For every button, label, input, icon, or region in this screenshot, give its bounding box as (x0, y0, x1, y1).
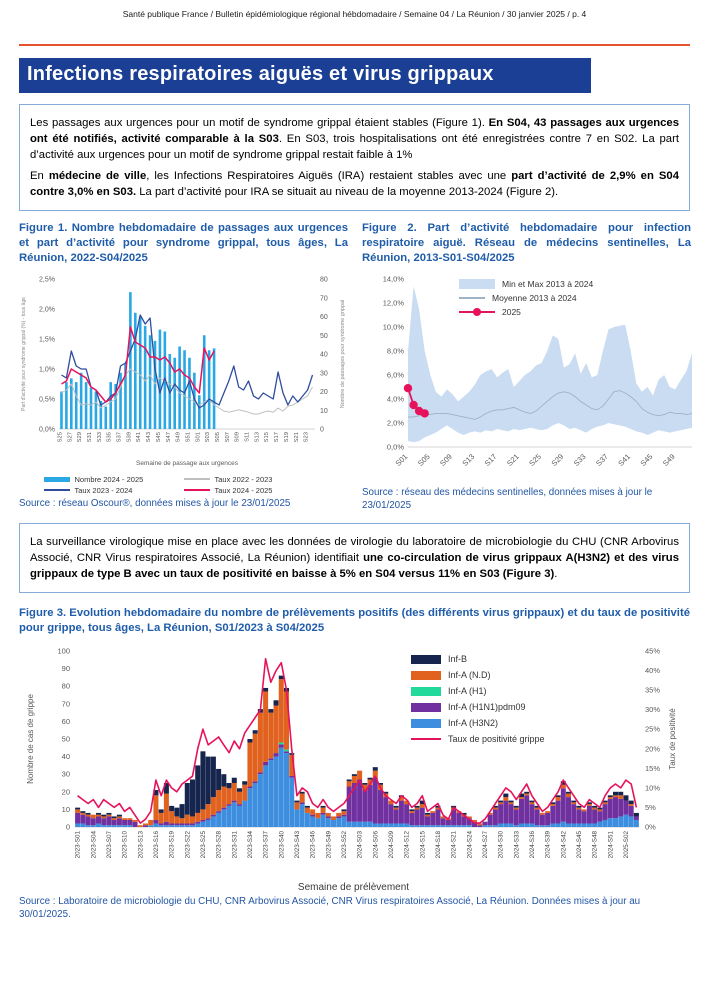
svg-text:4,0%: 4,0% (386, 394, 404, 404)
figure1-block (19, 221, 348, 512)
svg-text:0: 0 (320, 426, 324, 434)
svg-text:2024-S27: 2024-S27 (482, 831, 489, 859)
svg-text:S25: S25 (527, 451, 544, 468)
legend-label: Moyenne 2013 à 2024 (492, 292, 577, 303)
svg-text:2,5%: 2,5% (39, 276, 55, 284)
legend-label: Nombre 2024 - 2025 (74, 474, 144, 484)
svg-text:60: 60 (320, 313, 328, 321)
legend-swatch (411, 687, 441, 696)
svg-text:S33: S33 (96, 431, 103, 443)
svg-text:2023-S22: 2023-S22 (184, 831, 192, 859)
svg-text:S01: S01 (195, 431, 202, 443)
orange-rule (19, 44, 690, 46)
svg-text:45%: 45% (645, 646, 661, 656)
figure3-legend (411, 654, 545, 744)
svg-text:S45: S45 (155, 431, 162, 443)
page-header: Santé publique France / Bulletin épidémiologique régional hébdomadaire / Semaine 04 / La Réunion / 30 janvier 2025 / p. 4 (122, 9, 587, 19)
svg-text:Part d'activité pour syndrome: Part d'activité pour syndrome grippal (%) - tous âge (21, 296, 27, 411)
svg-text:25%: 25% (645, 724, 661, 734)
svg-text:S03: S03 (205, 431, 212, 443)
svg-text:S39: S39 (126, 431, 133, 443)
svg-text:0,0%: 0,0% (39, 426, 55, 434)
figure2-chart (362, 271, 691, 484)
svg-text:2024-S06: 2024-S06 (372, 831, 380, 859)
svg-text:S51: S51 (185, 431, 192, 443)
text: . (554, 568, 558, 581)
svg-text:S49: S49 (175, 431, 182, 443)
svg-text:2023-S28: 2023-S28 (215, 831, 223, 859)
svg-text:2023-S37: 2023-S37 (262, 831, 270, 859)
svg-text:S01: S01 (393, 451, 410, 468)
svg-text:2024-S36: 2024-S36 (529, 831, 536, 859)
svg-text:2023-S25: 2023-S25 (200, 831, 207, 859)
figure3-svg (19, 641, 688, 877)
legend-label: Taux 2024 - 2025 (214, 485, 273, 495)
figure3-chart (19, 641, 690, 882)
legend-swatch (44, 477, 70, 482)
svg-text:80: 80 (61, 681, 70, 691)
svg-text:S05: S05 (215, 431, 221, 443)
figure1-chart (19, 271, 348, 474)
legend-item (411, 686, 545, 696)
svg-text:20%: 20% (645, 744, 661, 754)
bold-text: En S04, 43 passages aux urgences ont été notifiés, activité comparable à la S03 (30, 117, 679, 146)
svg-text:2,0%: 2,0% (386, 418, 404, 428)
figure2-legend (459, 279, 593, 317)
svg-text:2024-S45: 2024-S45 (576, 831, 583, 859)
legend-item (459, 293, 593, 303)
svg-text:15%: 15% (645, 764, 661, 774)
legend-item (411, 734, 545, 744)
svg-text:2024-S48: 2024-S48 (591, 831, 599, 859)
svg-text:30: 30 (320, 370, 328, 378)
legend-swatch (411, 703, 441, 712)
svg-text:40: 40 (320, 351, 328, 359)
svg-text:2024-S24: 2024-S24 (466, 831, 474, 859)
svg-text:2023-S19: 2023-S19 (168, 831, 176, 859)
svg-text:2024-S51: 2024-S51 (607, 831, 615, 859)
svg-text:70: 70 (320, 295, 328, 303)
svg-text:2024-S42: 2024-S42 (560, 831, 568, 859)
svg-text:2024-S33: 2024-S33 (513, 831, 521, 859)
svg-text:2024-S21: 2024-S21 (450, 831, 458, 859)
svg-text:80: 80 (320, 276, 328, 284)
svg-text:S09: S09 (438, 451, 454, 468)
svg-text:S09: S09 (234, 431, 241, 443)
figure2-block (362, 221, 691, 512)
svg-text:20: 20 (320, 388, 328, 396)
legend-item (184, 486, 324, 495)
svg-text:2024-S09: 2024-S09 (388, 831, 395, 859)
svg-text:S43: S43 (146, 431, 153, 443)
svg-text:2023-S43: 2023-S43 (294, 831, 301, 859)
svg-text:2023-S52: 2023-S52 (341, 831, 348, 859)
svg-text:S29: S29 (77, 431, 84, 443)
legend-swatch (459, 297, 485, 299)
svg-text:S11: S11 (244, 431, 251, 442)
svg-text:2024-S39: 2024-S39 (544, 831, 552, 859)
legend-label: Inf-B (448, 654, 468, 665)
legend-swatch (184, 478, 210, 480)
svg-text:50: 50 (320, 332, 328, 340)
legend-label: Taux de positivité grippe (448, 734, 545, 745)
legend-label: Taux 2022 - 2023 (214, 474, 273, 484)
svg-text:S35: S35 (106, 431, 113, 443)
figure3-x-axis-title: Semaine de prélèvement (297, 882, 410, 894)
svg-text:S25: S25 (57, 431, 64, 443)
svg-text:10,0%: 10,0% (382, 322, 404, 332)
svg-text:S41: S41 (616, 451, 633, 468)
text: Les passages aux urgences pour un motif de syndrome grippal étaient stables (Figure 1). (30, 117, 489, 129)
legend-swatch (459, 279, 495, 289)
svg-text:S31: S31 (87, 431, 93, 443)
svg-text:S23: S23 (303, 431, 310, 443)
svg-text:Nombre de passages pour syndro: Nombre de passages pour syndrome grippal (340, 299, 346, 409)
figure2-source: Source : réseau des médecins sentinelles, données mises à jour le 23/01/2025 (362, 486, 653, 511)
svg-text:40%: 40% (645, 666, 661, 676)
paragraph (30, 534, 679, 582)
legend-swatch (459, 307, 495, 316)
legend-item (411, 654, 545, 664)
svg-text:2024-S15: 2024-S15 (419, 831, 427, 859)
svg-text:12,0%: 12,0% (382, 298, 404, 308)
svg-text:14,0%: 14,0% (382, 274, 404, 284)
legend-label: Min et Max 2013 à 2024 (502, 278, 594, 289)
figure2-caption: Figure 2. Part d’activité hebdomadaire pour infection respiratoire aiguë. Réseau de médecins sentinelles, La Réunion, 2013-S01-S04/2025 (362, 222, 691, 264)
svg-text:S41: S41 (136, 431, 143, 443)
svg-text:2023-S40: 2023-S40 (278, 831, 286, 859)
svg-text:5%: 5% (645, 803, 656, 813)
svg-text:S17: S17 (274, 431, 281, 443)
svg-text:0: 0 (65, 822, 70, 832)
legend-item (411, 702, 545, 712)
svg-text:Taux de positivité: Taux de positivité (668, 708, 677, 770)
svg-text:0,5%: 0,5% (39, 396, 55, 404)
figure3-caption: Figure 3. Evolution hebdomadaire du nombre de prélèvements positifs (des différents virus grippaux) et du taux de positivité pour grippe, tous âges, La Réunion, S01/2023 à S04/2025 (19, 607, 690, 635)
figure1-source: Source : réseau Oscour®, données mises à jour le 23/01/2025 (19, 497, 291, 509)
svg-text:30: 30 (61, 769, 70, 779)
svg-text:1,0%: 1,0% (39, 366, 55, 374)
svg-text:2023-S10: 2023-S10 (121, 831, 129, 859)
legend-label: Inf-A (N.D) (448, 670, 491, 681)
svg-text:S47: S47 (165, 431, 172, 443)
svg-text:2023-S16: 2023-S16 (153, 831, 160, 859)
svg-text:1,5%: 1,5% (39, 336, 55, 344)
legend-swatch (184, 489, 210, 491)
page-title: Infections respiratoires aiguës et virus grippaux (19, 58, 591, 93)
text: La part d’activité pour IRA se situait au niveau de la moyenne 2013-2024 (Figure 2). (136, 186, 559, 199)
svg-text:S15: S15 (264, 431, 271, 443)
text: En (30, 170, 49, 183)
legend-item (459, 307, 593, 317)
summary-box-virologie (19, 523, 690, 593)
svg-text:70: 70 (61, 699, 70, 709)
svg-text:60: 60 (61, 717, 70, 727)
paragraph (30, 168, 679, 200)
legend-item (184, 475, 324, 484)
svg-text:30%: 30% (645, 705, 661, 715)
svg-text:2024-S03: 2024-S03 (356, 831, 364, 859)
svg-text:S37: S37 (116, 431, 123, 443)
svg-text:0%: 0% (645, 822, 656, 832)
legend-label: Taux 2023 - 2024 (74, 485, 133, 495)
legend-label: Inf-A (H1N1)pdm09 (448, 702, 526, 713)
svg-text:2023-S07: 2023-S07 (106, 831, 113, 859)
svg-text:2024-S30: 2024-S30 (497, 831, 505, 859)
svg-text:S07: S07 (224, 431, 231, 443)
svg-text:50: 50 (61, 734, 70, 744)
svg-text:Nombre de cas de grippe: Nombre de cas de grippe (26, 694, 35, 785)
legend-item (411, 670, 545, 680)
svg-text:S19: S19 (283, 431, 290, 443)
svg-text:2023-S34: 2023-S34 (247, 831, 254, 859)
svg-text:20: 20 (61, 787, 70, 797)
svg-text:10: 10 (320, 407, 328, 415)
svg-text:S33: S33 (571, 451, 588, 468)
svg-text:8,0%: 8,0% (386, 346, 404, 356)
legend-item (459, 279, 593, 289)
svg-text:S13: S13 (254, 431, 261, 443)
svg-text:S37: S37 (594, 451, 610, 468)
svg-text:6,0%: 6,0% (386, 370, 404, 380)
legend-label: Inf-A (H1) (448, 686, 487, 697)
bold-text: une co-circulation de virus grippaux A(H3N2) et des virus grippaux de type B avec un taux de positivité en baisse à 5% en S04 versus 11% en S03 (Figure 3) (30, 552, 679, 581)
text: La surveillance virologique mise en place avec les données de virologie du laboratoire de microbiologie du CHU (CNR Arbovirus Associé, CNR Virus respiratoires Associé, La Réunion) identifiait (30, 536, 679, 565)
svg-text:2023-S13: 2023-S13 (137, 831, 145, 859)
legend-swatch (411, 738, 441, 740)
svg-text:S17: S17 (482, 451, 499, 468)
svg-text:S13: S13 (460, 451, 477, 468)
text: . En S03, trois hospitalisations ont été enregistrées contre 7 en S02. La part d’activité aux urgences pour un motif de syndrome grippal restait faible à 1% (30, 133, 679, 162)
figures-row (19, 221, 690, 512)
svg-text:2023-S49: 2023-S49 (325, 831, 333, 859)
legend-item (44, 475, 184, 484)
svg-text:S45: S45 (638, 451, 655, 468)
figure1-svg (19, 271, 349, 469)
svg-text:S29: S29 (549, 451, 566, 468)
figure1-caption: Figure 1. Nombre hebdomadaire de passages aux urgences et part d’activité pour syndrome grippal, tous âges, La Réunion, 2022-S04/2025 (19, 222, 348, 264)
svg-text:2,0%: 2,0% (39, 306, 55, 314)
svg-text:35%: 35% (645, 685, 661, 695)
svg-text:2024-S12: 2024-S12 (403, 831, 411, 859)
svg-text:S49: S49 (660, 451, 677, 468)
legend-item (411, 718, 545, 728)
legend-label: Inf-A (H3N2) (448, 718, 499, 729)
svg-text:2025-S02: 2025-S02 (623, 831, 630, 859)
legend-dot (473, 308, 481, 316)
svg-text:2023-S31: 2023-S31 (231, 831, 239, 859)
legend-item (44, 486, 184, 495)
bold-text: part d’activité de 2,9% en S04 contre 3,0% en S03. (30, 170, 679, 199)
svg-text:100: 100 (57, 646, 70, 656)
paragraph (30, 115, 679, 163)
svg-text:10%: 10% (645, 783, 661, 793)
summary-box-urgences (19, 104, 690, 211)
figure3-source: Source : Laboratoire de microbiologie du CHU, CNR Arbovirus Associé, CNR Virus respiratoires Associé, La Réunion. Données mises à jour au 30/01/2025. (19, 896, 641, 920)
svg-text:S21: S21 (505, 451, 521, 468)
svg-text:90: 90 (61, 664, 70, 674)
svg-text:Semaine de passage aux urgence: Semaine de passage aux urgences (136, 459, 238, 467)
svg-text:S27: S27 (67, 431, 74, 443)
svg-text:2023-S01: 2023-S01 (74, 831, 82, 859)
svg-text:S21: S21 (293, 431, 300, 443)
svg-text:S05: S05 (415, 451, 432, 468)
legend-swatch (411, 671, 441, 680)
text: , les Infections Respiratoires Aiguës (IRA) restaient stables avec une (146, 170, 512, 183)
svg-text:40: 40 (61, 752, 70, 762)
legend-swatch (411, 719, 441, 728)
svg-text:2023-S46: 2023-S46 (309, 831, 317, 859)
svg-text:2024-S18: 2024-S18 (435, 831, 442, 859)
figure1-legend (19, 475, 348, 495)
legend-swatch (411, 655, 441, 664)
svg-text:0,0%: 0,0% (386, 442, 404, 452)
legend-label: 2025 (502, 306, 521, 317)
bold-text: médecine de ville (48, 170, 147, 183)
svg-text:2023-S04: 2023-S04 (90, 831, 98, 859)
svg-text:10: 10 (61, 805, 70, 815)
legend-swatch (44, 489, 70, 491)
